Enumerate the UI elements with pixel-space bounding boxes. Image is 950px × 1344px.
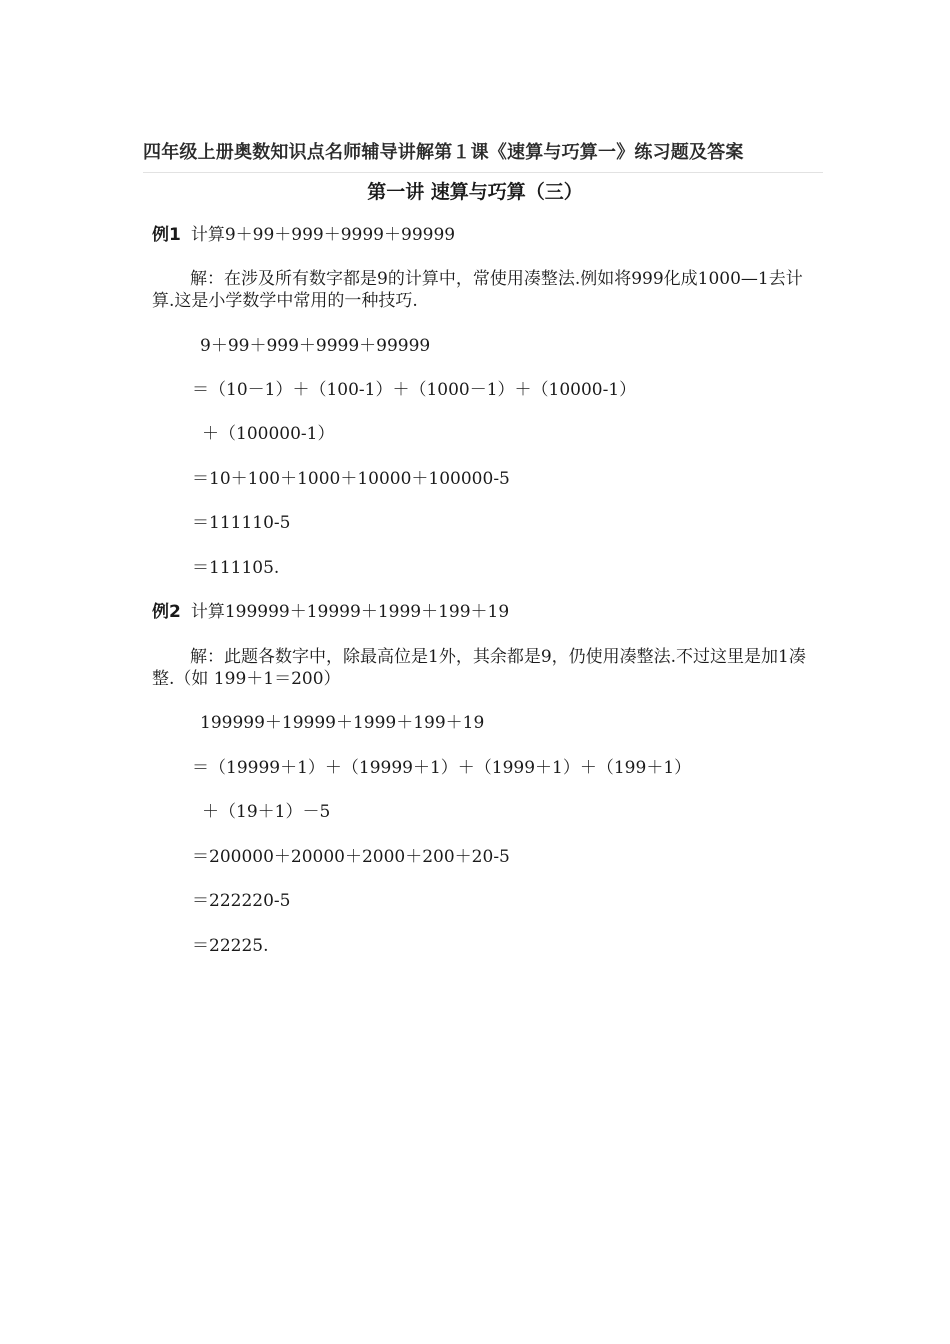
example-1-step-1: 9＋99＋999＋9999＋99999 [200,336,431,356]
example-2-step-5: ＝222220-5 [192,891,291,911]
example-2-heading [152,601,509,623]
document-title: 四年级上册奥数知识点名师辅导讲解第１课《速算与巧算一》练习题及答案 [143,142,744,163]
example-1-step-2: ＝（10－1）＋（100-1）＋（1000－1）＋（10000-1） [192,380,637,400]
example-1-tag: 例1 [152,225,181,245]
example-1-solution: 解：在涉及所有数字都是9的计算中，常使用凑整法.例如将999化成1000—1去计算.这是小学数学中常用的一种技巧. [152,269,803,311]
example-1-problem: 计算9＋99＋999＋9999＋99999 [190,225,456,245]
example-1-heading [152,224,455,246]
example-2-step-4: ＝200000＋20000＋2000＋200＋20-5 [192,847,510,867]
example-2-tag: 例2 [152,602,181,622]
example-2-step-1: 199999＋19999＋1999＋199＋19 [200,713,485,733]
example-2-solution: 解：此题各数字中，除最高位是1外，其余都是9，仍使用凑整法.不过这里是加1凑整.（如 199＋1＝200） [152,647,806,689]
title-divider [143,172,823,173]
example-1-step-6: ＝111105. [192,558,280,578]
example-2-step-6: ＝22225. [192,936,269,956]
example-1-step-4: ＝10＋100＋1000＋10000＋100000-5 [192,469,510,489]
example-2-step-3: ＋（19＋1）－5 [202,802,331,822]
example-1-step-5: ＝111110-5 [192,513,291,533]
lecture-title: 第一讲 速算与巧算（三） [367,181,583,203]
example-1-step-3: ＋（100000-1） [202,424,335,444]
example-2-step-2: ＝（19999＋1）＋（19999＋1）＋（1999＋1）＋（199＋1） [192,758,692,778]
example-2-problem: 计算199999＋19999＋1999＋199＋19 [190,602,510,622]
